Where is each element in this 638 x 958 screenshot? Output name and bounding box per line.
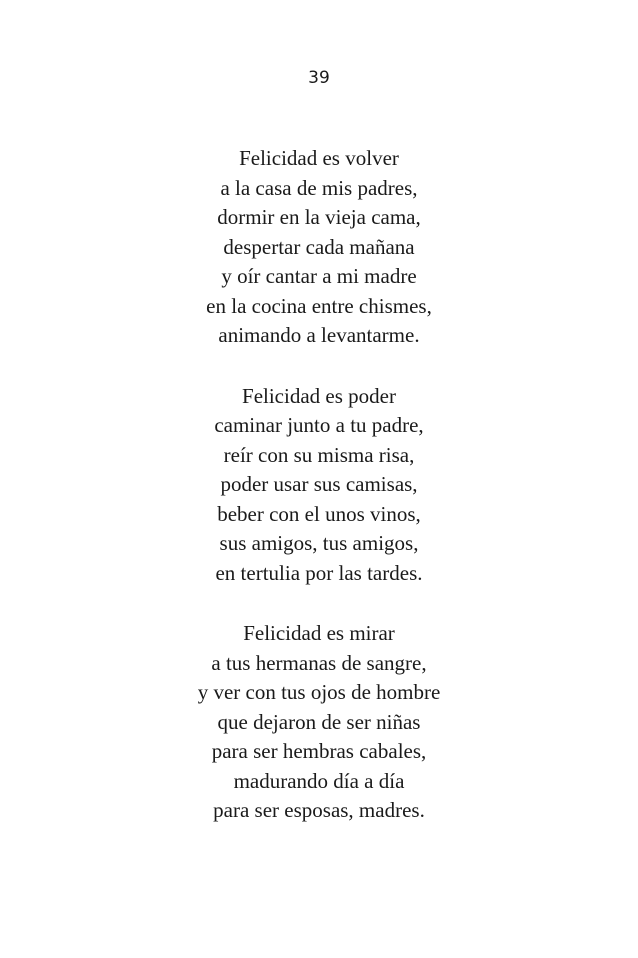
- poem-line: y oír cantar a mi madre: [221, 264, 417, 288]
- poem-line: caminar junto a tu padre,: [214, 413, 424, 437]
- poem-line: animando a levantarme.: [218, 323, 420, 347]
- poem-line: que dejaron de ser niñas: [217, 709, 421, 734]
- poem-line: dormir en la vieja cama,: [217, 205, 421, 229]
- stanza-2: [0, 382, 638, 589]
- poem-line: para ser esposas, madres.: [213, 798, 425, 822]
- poem-line: Felicidad es poder: [242, 383, 396, 408]
- poem-line: reír con su misma risa,: [223, 442, 415, 467]
- poem-line: a la casa de mis padres,: [220, 175, 418, 200]
- poem-line: madurando día a día: [233, 768, 405, 793]
- poem-line: para ser hembras cabales,: [211, 739, 427, 763]
- page-number: 39: [308, 68, 330, 88]
- poem-line: beber con el unos vinos,: [217, 501, 421, 526]
- stanza-3: [0, 619, 638, 826]
- poem-line: en tertulia por las tardes.: [215, 560, 423, 585]
- poem-line: Felicidad es mirar: [243, 621, 395, 645]
- poem-line: sus amigos, tus amigos,: [219, 531, 419, 555]
- poem-line: en la cocina entre chismes,: [206, 293, 432, 318]
- poem-line: despertar cada mañana: [223, 234, 415, 259]
- poem: [0, 144, 638, 826]
- poem-line: y ver con tus ojos de hombre: [197, 680, 441, 704]
- poem-line: a tus hermanas de sangre,: [211, 650, 427, 675]
- poem-line: poder usar sus camisas,: [220, 472, 418, 496]
- stanza-1: [0, 144, 638, 351]
- poem-line: Felicidad es volver: [239, 146, 399, 170]
